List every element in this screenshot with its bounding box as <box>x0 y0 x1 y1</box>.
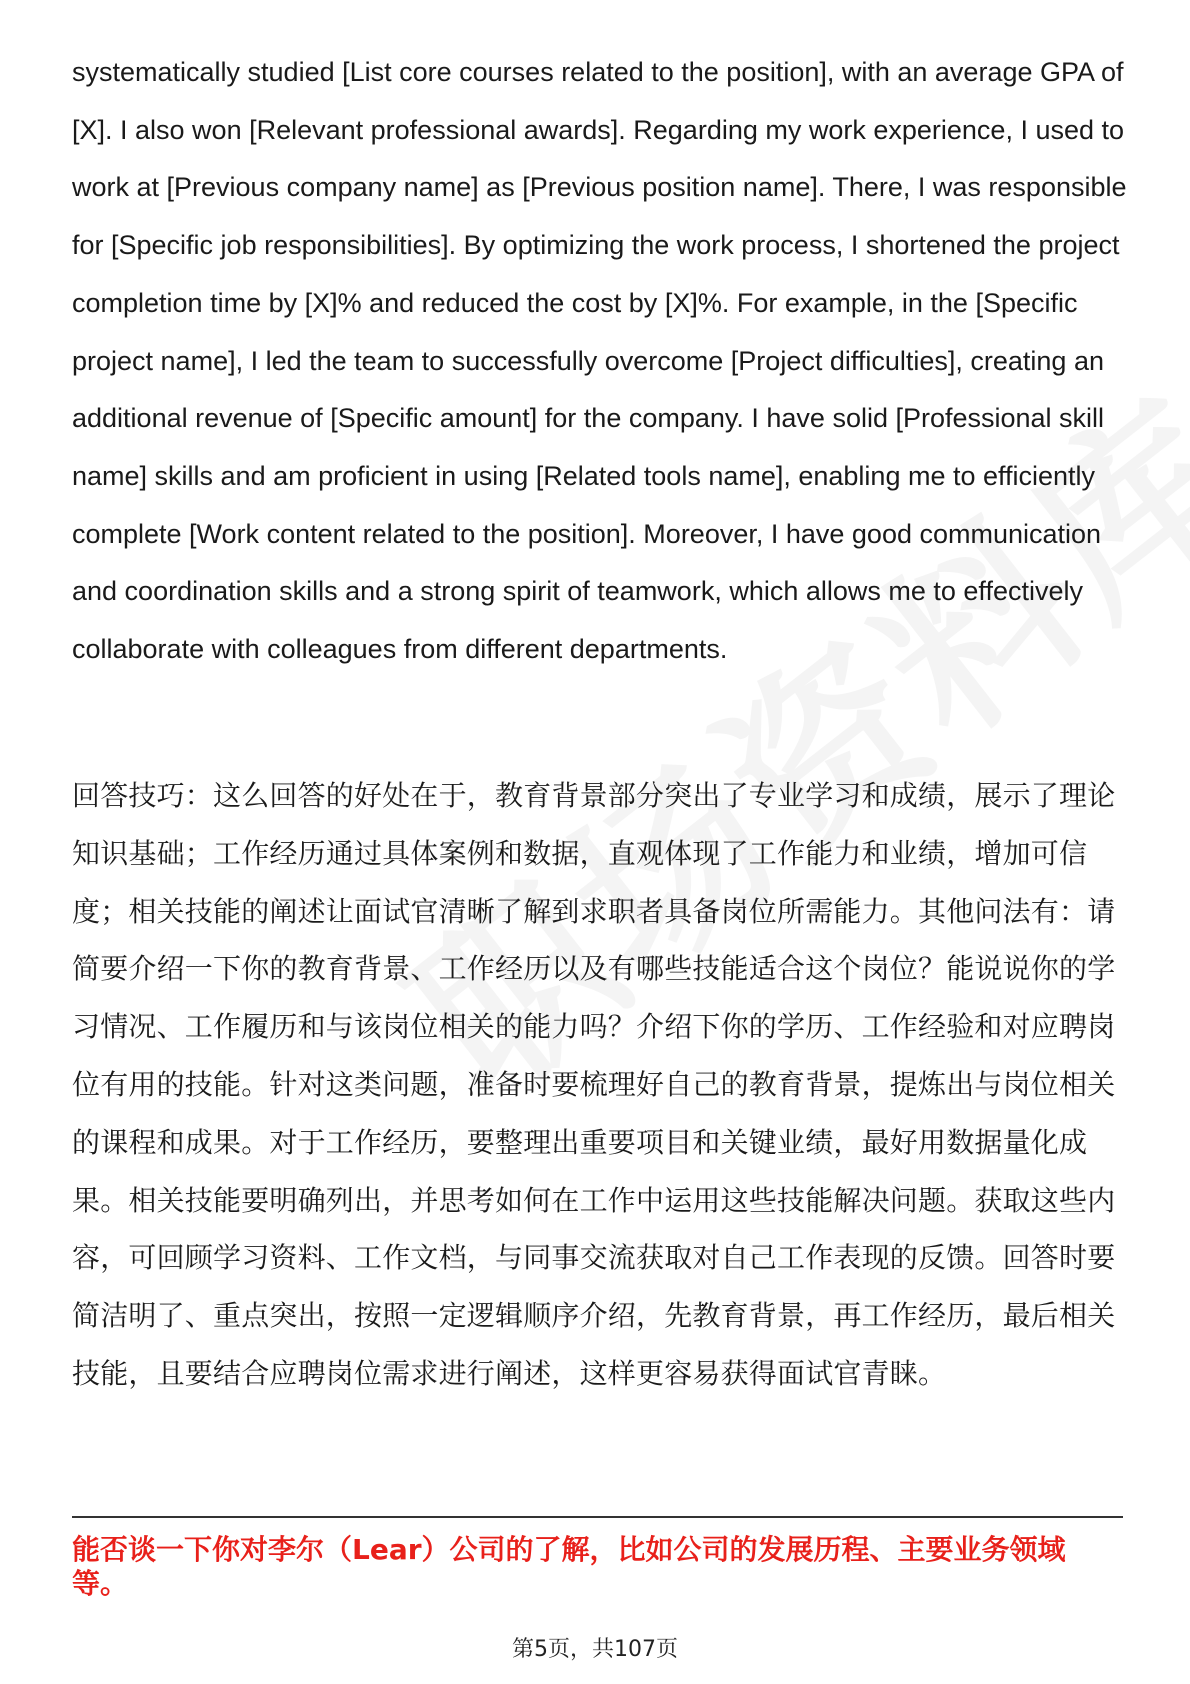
answer-tips-paragraph: 回答技巧：这么回答的好处在于，教育背景部分突出了专业学习和成绩，展示了理论知识基础；工作经历通过具体案例和数据，直观体现了工作能力和业绩，增加可信度；相关技能的阐述让面试官清晰了解到求职者具备岗位所需能力。其他问法有：请简要介绍一下你的教育背景、工作经历以及有哪些技能适合这个岗位？能说说你的学习情况、工作履历和与该岗位相关的能力吗？介绍下你的学历、工作经验和对应聘岗位有用的技能。针对这类问题，准备时要梳理好自己的教育背景，提炼出与岗位相关的课程和成果。对于工作经历，要整理出重要项目和关键业绩，最好用数据量化成果。相关技能要明确列出，并思考如何在工作中运用这些技能解决问题。获取这些内容，可回顾学习资料、工作文档，与同事交流获取对自己工作表现的反馈。回答时要简洁明了、重点突出，按照一定逻辑顺序介绍，先教育背景，再工作经历，最后相关技能，且要结合应聘岗位需求进行阐述，这样更容易获得面试官青睐。 <box>72 779 1116 1390</box>
section-divider <box>72 1516 1123 1518</box>
page-footer: 第5页，共107页 <box>512 1637 678 1662</box>
next-question-heading: 能否谈一下你对李尔（Lear）公司的了解，比如公司的发展历程、主要业务领域等。 <box>72 1533 1066 1600</box>
answer-paragraph-english: systematically studied [List core courses related to the position], with an average GPA of [X]. I also won [Relevant professional awards]. Regarding my work experience, I used to work at [Previous company name] as [Previous position name]. There, I was responsible for [Specific job responsibilities]. By optimizing the work process, I shortened the project completion time by [X]% and reduced the cost by [X]%. For example, in the [Specific project name], I led the team to successfully overcome [Project difficulties], creating an additional revenue of [Specific amount] for the company. I have solid [Professional skill name] skills and am proficient in using [Related tools name], enabling me to efficiently complete [Work content related to the position]. Moreover, I have good communication and coordination skills and a strong spirit of teamwork, which allows me to effectively collaborate with colleagues from different departments. <box>72 57 1127 665</box>
